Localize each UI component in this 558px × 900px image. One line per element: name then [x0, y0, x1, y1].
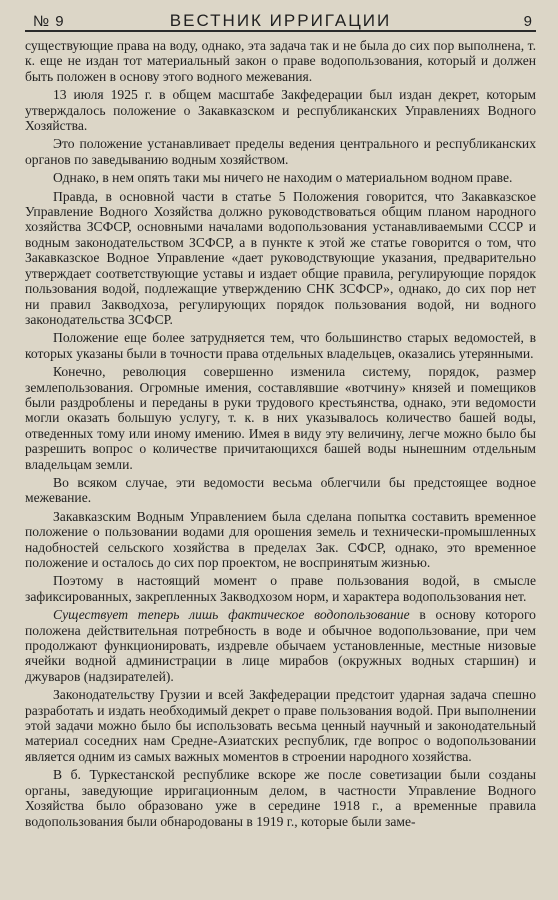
paragraph-5: Правда, в основной части в статье 5 Положения говорится, что Закавказское Управление Водного Хозяйства должно руководствоваться общим планом народного хозяйства ЗСФСР, основными началами водопользования устанавливаемыми СССР и водным законодательством ЗСФСР, а в пункте к этой же статье говорится о том, что Закавказское Водное Управление «дает руководствующие указания, предварительно утверждает соответствующие уставы и издает общие правила, регулирующие порядок пользования водой, подлежащие утверждению СНК ЗСФСР», однако, до сих пор нет ни правил Закводхоза, регулирующих порядок пользования водой, ни водного законодательства ЗСФСР. — [25, 188, 536, 327]
paragraph-2: 13 июля 1925 г. в общем масштабе Закфедерации был издан декрет, которым утверждалось положение о Закавказском и республиканских Управлениях Водного Хозяйства. — [25, 87, 536, 134]
paragraph-8: Во всяком случае, эти ведомости весьма облегчили бы предстоящее водное межевание. — [25, 474, 536, 506]
paragraph-13: В б. Туркестанской республике вскоре же после советизации были созданы органы, заведующие ирригационным делом, в частности Управление Водного Хозяйства было образовано уже в середине 1918 г., а временные правила водопользования были обнародованы в 1919 г., которые были заме- — [25, 767, 536, 829]
paragraph-11 — [25, 607, 536, 684]
article-body — [25, 32, 536, 829]
issue-number: № 9 — [33, 13, 65, 30]
paragraph-12: Законодательству Грузии и всей Закфедерации предстоит ударная задача спешно разработать и издать необходимый декрет о праве пользования водой. При выполнении этой задачи можно было бы использовать весьма ценный научный и законодательный материал соседних нам Средне-Азиатских республик, где вопрос о водопользовании является одним из самых важных моментов в строении народного хозяйства. — [25, 687, 536, 764]
paragraph-6: Положение еще более затрудняется тем, что большинство старых ведомостей, в которых указаны были в точности права отдельных владельцев, оказались утерянными. — [25, 330, 536, 361]
paragraph-10: Поэтому в настоящий момент о праве пользования водой, в смысле зафиксированных, закрепленных Закводхозом норм, и характера водопользования нет. — [25, 573, 536, 604]
paragraph-4: Однако, в нем опять таки мы ничего не находим о материальном водном праве. — [53, 170, 513, 186]
italic-phrase: Существует теперь лишь фактическое водопользование — [53, 607, 410, 623]
page-header — [25, 0, 536, 32]
paragraph-1: существующие права на воду, однако, эта задача так и не была до сих пор выполнена, т. к. еще не издан тот материальный закон о праве водопользования, который и должен быть положен в основу этого водного межевания. — [25, 38, 536, 84]
journal-title: ВЕСТНИК ИРРИГАЦИИ — [169, 11, 392, 30]
paragraph-3: Это положение устанавливает пределы ведения центрального и республиканских органов по заведыванию водным хозяйством. — [25, 136, 536, 167]
paragraph-11-rest: в основу которого положена действительная потребность в воде и обычное водопользование, при чем продолжают функционировать, издревле обычаем установленные, местные низовые ячейки водной администрации в лице мирабов (окружных водных старшин) и джуваров (надзирателей). — [25, 607, 536, 684]
paragraph-9: Закавказским Водным Управлением была сделана попытка составить временное положение о пользовании водами для орошения земель и технически-промышленных надобностей сельского хозяйства в пределах Зак. СФСР, однако, это временное положение и осталось до сих пор проектом, не воспринятым жизнью. — [25, 508, 536, 570]
page-number: 9 — [523, 13, 532, 30]
paragraph-7: Конечно, революция совершенно изменила систему, порядок, размер землепользования. Огромные имения, составлявшие «вотчину» князей и помещиков были раздроблены и переданы в руки трудового крестьянства, однако, эти ведомости могли оказать большую услугу, т. к. в них указывалось количество башей воды, отведенных тому или иному имению. Имея в виду эту величину, легче можно было бы разрешить вопрос о количестве причитающихся башей воды нынешним отдельным владельцам земли. — [25, 364, 536, 472]
